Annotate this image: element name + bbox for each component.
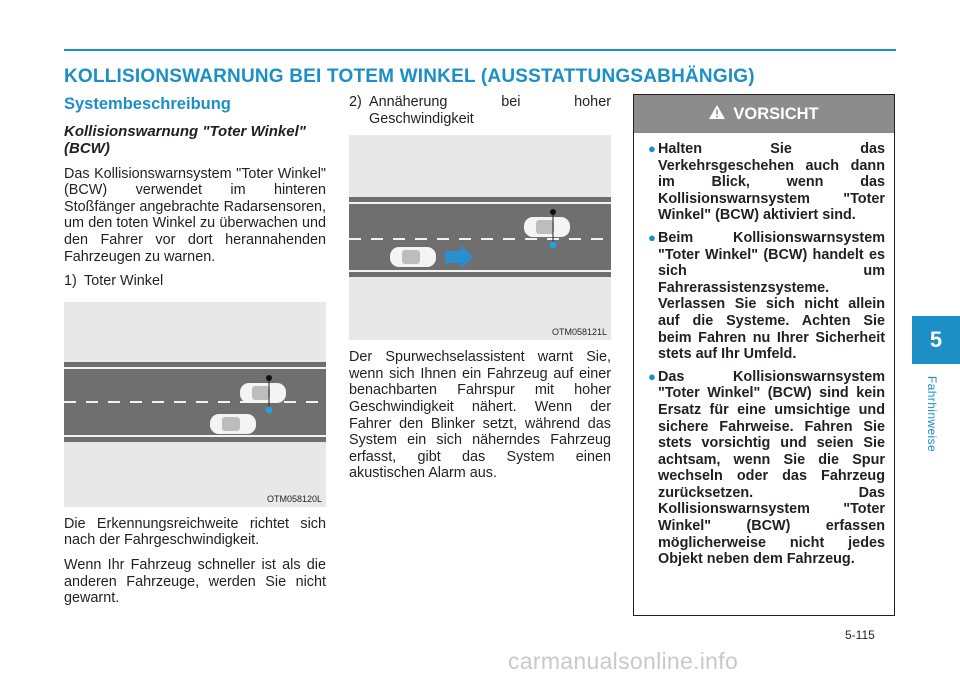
- road-surface: [349, 197, 611, 277]
- sensor-dot: [266, 406, 273, 413]
- chapter-tab: 5: [912, 316, 960, 364]
- figure-caption: OTM058120L: [266, 493, 322, 504]
- list-item-1: [64, 273, 326, 290]
- top-rule: [64, 49, 896, 51]
- figure-blind-spot: [64, 302, 326, 507]
- road-illustration: [349, 135, 611, 340]
- warning-triangle-icon: [709, 105, 725, 124]
- car-icon: [210, 414, 256, 434]
- road-illustration: [64, 302, 326, 507]
- speed-paragraph: Wenn Ihr Fahrzeug schneller ist als die anderen Fahrzeuge, werden Sie nicht gewarnt.: [64, 556, 326, 607]
- sensor-dot: [266, 375, 272, 381]
- figure-caption: OTM058121L: [551, 327, 607, 338]
- caution-list: [648, 141, 885, 568]
- bullet-icon: ●: [648, 141, 656, 156]
- car-icon: [524, 217, 570, 237]
- caution-header: [634, 95, 894, 133]
- page-number: 5-115: [845, 628, 875, 642]
- figure-high-speed: [349, 135, 611, 340]
- caution-box: [633, 94, 895, 616]
- column-middle: [349, 94, 611, 490]
- car-icon: [390, 247, 436, 267]
- sensor-dot: [550, 242, 557, 249]
- caution-title: VORSICHT: [733, 104, 819, 123]
- page-title: KOLLISIONSWARNUNG BEI TOTEM WINKEL (AUSSTATTUNGSABHÄNGIG): [64, 66, 755, 87]
- column-left: [64, 94, 326, 615]
- caution-item: ● Beim Kollisionswarnsystem "Toter Winkel" (BCW) handelt es sich um Fahrerassistenzsysteme. Verlassen Sie sich nicht allein auf die Systeme. Achten Sie beim Fahren nu Ihrer Sicherheit stets auf Ihr Umfeld.: [648, 229, 885, 363]
- chapter-label: Fahrhinweise: [925, 375, 940, 453]
- sensor-dot: [550, 209, 556, 215]
- watermark: carmanualsonline.info: [508, 648, 739, 674]
- car-icon: [240, 383, 286, 403]
- range-paragraph: Die Erkennungsreichweite richtet sich nach der Fahrgeschwindigkeit.: [64, 515, 326, 549]
- list-text: Toter Winkel: [84, 273, 164, 290]
- list-number: 1): [64, 273, 77, 290]
- section-heading: Systembeschreibung: [64, 95, 231, 113]
- description-paragraph: Das Kollisionswarnsystem "Toter Winkel" (BCW) verwendet im hinteren Stoßfänger angebrachte Radarsensoren, um den toten Winkel zu überwachen und den Fahrer vor dort herannahenden Fahrzeugen zu warnen.: [64, 165, 326, 265]
- list-text: Annäherung bei hoher Geschwindigkeit: [369, 94, 611, 127]
- subheading: Kollisionswarnung "Toter Winkel" (BCW): [64, 122, 306, 157]
- lane-change-paragraph: Der Spurwechselassistent warnt Sie, wenn sich Ihnen ein Fahrzeug auf einer benachbarten Fahrspur mit hoher Geschwindigkeit nähert. Wenn der Fahrer den Blinker setzt, während das System ein sich näherndes Fahrzeug erfasst, gibt das System einen akustischen Alarm aus.: [349, 349, 611, 482]
- list-item-2: [349, 94, 611, 127]
- bullet-icon: ●: [648, 229, 656, 245]
- caution-item: ● Das Kollisionswarnsystem "Toter Winkel" (BCW) sind kein Ersatz für eine umsichtige und sichere Fahrweise. Fahren Sie stets vorsichtig und seien Sie achtsam, wenn Sie die Spur wechseln oder das Fahrzeug zurücksetzen. Das Kollisionswarnsystem "Toter Winkel" (BCW) erfassen möglicherweise nicht jedes Objekt neben dem Fahrzeug.: [648, 368, 885, 568]
- caution-item: ● Halten Sie das Verkehrsgeschehen auch dann im Blick, wenn das Kollisionswarnsystem "Toter Winkel" (BCW) aktiviert sind.: [648, 141, 885, 224]
- list-number: 2): [349, 94, 362, 110]
- bullet-icon: ●: [648, 368, 656, 384]
